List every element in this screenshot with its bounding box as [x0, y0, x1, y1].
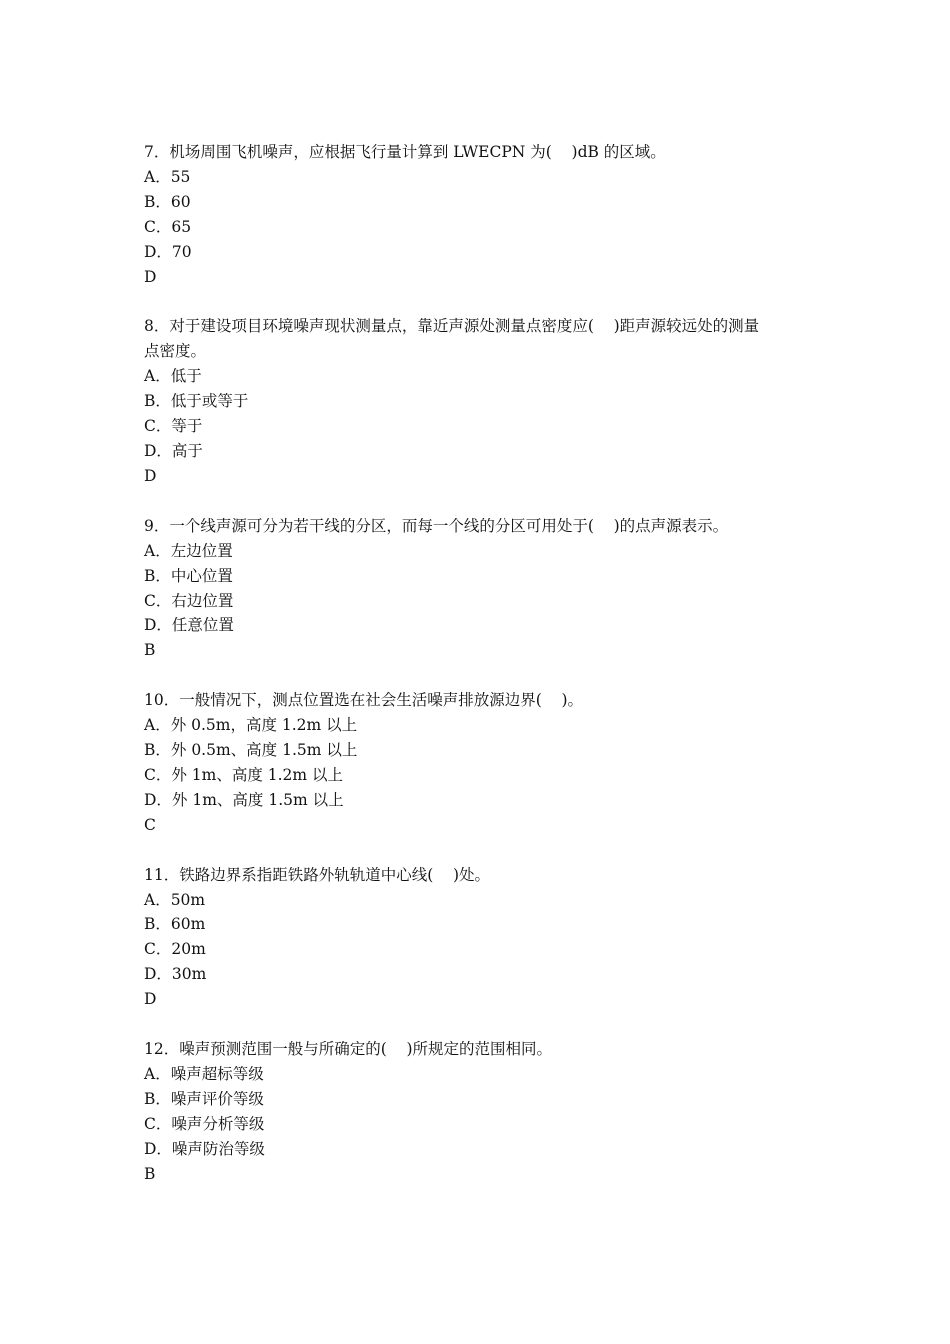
answer: D — [144, 466, 157, 485]
option-a: A．55 — [144, 167, 191, 186]
question-10 — [144, 688, 814, 837]
question-12 — [144, 1037, 814, 1186]
question-9 — [144, 514, 814, 663]
option-c: C．等于 — [144, 417, 203, 436]
option-b: B．噪声评价等级 — [144, 1089, 264, 1108]
option-d: D．噪声防治等级 — [144, 1139, 265, 1158]
option-d: D．任意位置 — [144, 616, 234, 635]
answer: D — [144, 267, 157, 286]
question-list — [144, 140, 814, 1212]
option-b: B．60m — [144, 915, 206, 934]
question-7 — [144, 140, 814, 289]
question-stem: 7．机场周围飞机噪声，应根据飞行量计算到 LWECPN 为( )dB 的区域。 — [144, 143, 666, 161]
option-c: C．噪声分析等级 — [144, 1114, 265, 1133]
option-c: C．外 1m、高度 1.2m 以上 — [144, 765, 344, 784]
question-8 — [144, 314, 814, 488]
question-stem: 12．噪声预测范围一般与所确定的( )所规定的范围相同。 — [144, 1040, 553, 1059]
option-a: A．外 0.5m，高度 1.2m 以上 — [144, 716, 358, 735]
option-a: A．左边位置 — [144, 541, 233, 560]
option-b: B．低于或等于 — [144, 392, 249, 411]
answer: C — [144, 815, 156, 834]
option-d: D．高于 — [144, 441, 203, 460]
option-d: D．70 — [144, 242, 192, 261]
option-b: B．外 0.5m、高度 1.5m 以上 — [144, 741, 358, 760]
option-c: C．20m — [144, 940, 206, 959]
option-d: D．30m — [144, 965, 207, 984]
question-stem: 11．铁路边界系指距铁路外轨轨道中心线( )处。 — [144, 865, 491, 884]
answer: B — [144, 641, 156, 660]
option-d: D．外 1m、高度 1.5m 以上 — [144, 790, 344, 809]
question-stem-continued: 点密度。 — [144, 342, 207, 361]
option-b: B．60 — [144, 192, 191, 211]
option-a: A．低于 — [144, 367, 202, 386]
option-b: B．中心位置 — [144, 566, 233, 585]
option-c: C．65 — [144, 217, 192, 236]
answer: D — [144, 990, 157, 1009]
answer: B — [144, 1164, 156, 1183]
option-a: A．噪声超标等级 — [144, 1065, 264, 1083]
question-stem: 8．对于建设项目环境噪声现状测量点，靠近声源处测量点密度应( )距声源较远处的测量 — [144, 317, 760, 336]
option-c: C．右边位置 — [144, 591, 234, 610]
option-a: A．50m — [144, 890, 206, 909]
question-11 — [144, 863, 814, 1012]
question-stem: 9．一个线声源可分为若干线的分区，而每一个线的分区可用处于( )的点声源表示。 — [144, 516, 729, 535]
question-stem: 10．一般情况下，测点位置选在社会生活噪声排放源边界( )。 — [144, 691, 584, 710]
